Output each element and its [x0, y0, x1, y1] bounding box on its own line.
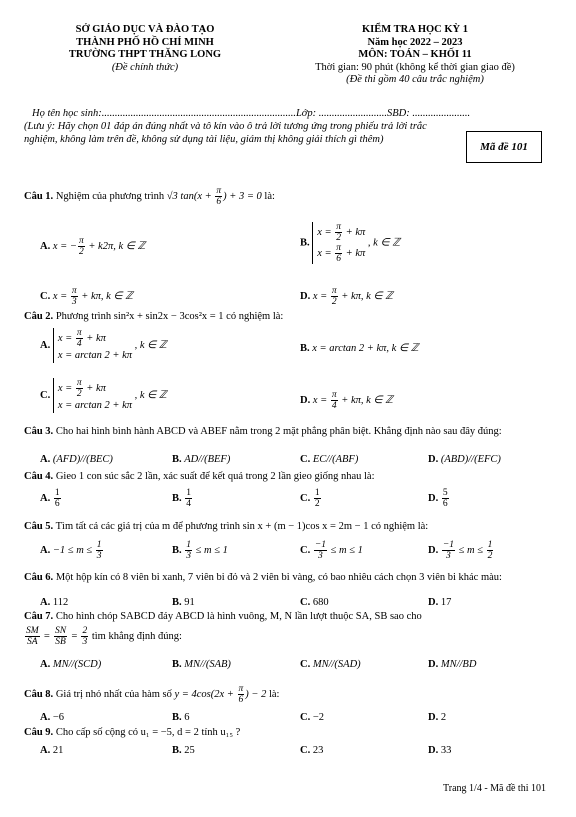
q7-option-c[interactable]: C. MN//(SAD) — [300, 659, 361, 670]
q8-option-b[interactable]: B. 6 — [172, 712, 190, 723]
q7-option-a[interactable]: A. MN//(SCD) — [40, 659, 102, 670]
student-info-line: Họ tên học sinh:..........................................................................Lớp: ..........................SBD: ...................... — [32, 108, 471, 119]
q5-option-d[interactable]: D. $\frac{-1}{3}$ ≤ m ≤ $\frac{1}{2}$ — [428, 540, 493, 561]
q6-option-d[interactable]: D. 17 — [428, 597, 452, 608]
school-header — [20, 24, 270, 74]
question-2: Câu 2. Phương trình sin²x + sin2x − 3cos²x = 1 có nghiệm là: — [24, 311, 284, 322]
question-4: Câu 4. Gieo 1 con súc sắc 2 lần, xác suất để kết quả trong 2 lần gieo giống nhau là: — [24, 471, 375, 482]
school-year: Năm học 2022 – 2023 — [367, 36, 463, 48]
question-7: Câu 7. Cho hình chóp SABCD đáy ABCD là hình vuông, M, N lần lượt thuộc SA, SB sao cho — [24, 611, 422, 622]
question-6: Câu 6. Một hộp kín có 8 viên bi xanh, 7 viên bi đỏ và 2 viên bi vàng, có bao nhiêu cách chọn 3 viên bi khác màu: — [24, 572, 502, 583]
q8-option-a[interactable]: A. −6 — [40, 712, 65, 723]
question-1: Câu 1. Nghiệm của phương trình √3 tan(x + $\frac{\pi}{6}$ ) + 3 = 0 là: — [24, 186, 275, 207]
q4-option-b[interactable]: B. $\frac{1}{4}$ — [172, 488, 192, 509]
q7-condition: $\frac{SM}{SA}$ = $\frac{SN}{SB}$ = $\frac{2}{3}$ tìm khẳng định đúng: — [26, 626, 182, 647]
q8-option-d[interactable]: D. 2 — [428, 712, 447, 723]
q6-option-a[interactable]: A. 112 — [40, 597, 69, 608]
school-name: TRƯỜNG THPT THĂNG LONG — [68, 49, 222, 60]
q4-option-a[interactable]: A. $\frac{1}{6}$ — [40, 488, 60, 509]
q9-option-d[interactable]: D. 33 — [428, 745, 452, 756]
q9-option-c[interactable]: C. 23 — [300, 745, 324, 756]
q7-option-b[interactable]: B. MN//(SAB) — [172, 659, 231, 670]
q4-option-d[interactable]: D. $\frac{5}{6}$ — [428, 488, 448, 509]
q6-option-b[interactable]: B. 91 — [172, 597, 195, 608]
q8-option-c[interactable]: C. −2 — [300, 712, 325, 723]
q6-option-c[interactable]: C. 680 — [300, 597, 329, 608]
q1-option-a[interactable]: A. x = − $\frac{\pi}{2}$ + k2π, k ∈ ℤ — [40, 236, 146, 257]
question-8: Câu 8. Giá trị nhỏ nhất của hàm số y = 4cos(2x + $\frac{\pi}{6}$ ) − 2 là: — [24, 684, 280, 705]
question-3: Câu 3. Cho hai hình bình hành ABCD và ABEF nằm trong 2 mặt phẳng phân biệt. Khẳng định nào sau đây đúng: — [24, 426, 502, 437]
exam-header — [270, 24, 560, 87]
exam-title: KIỂM TRA HỌC KỲ 1 — [362, 24, 468, 35]
q4-option-c[interactable]: C. $\frac{1}{2}$ — [300, 488, 320, 509]
q3-option-c[interactable]: C. EC//(ABF) — [300, 454, 359, 465]
q7-option-d[interactable]: D. MN//BD — [428, 659, 477, 670]
q5-option-b[interactable]: B. $\frac{1}{3}$ ≤ m ≤ 1 — [172, 540, 228, 561]
q3-option-d[interactable]: D. (ABD)//(EFC) — [428, 454, 501, 465]
q2-option-a[interactable]: A. x = $\frac{\pi}{4}$ + kπ x = arctan 2 + kπ , k ∈ ℤ — [40, 328, 167, 361]
duration: Thời gian: 90 phút (không kể thời gian giao đề) — [315, 61, 515, 73]
instructions-note: (Lưu ý: Hãy chọn 01 đáp án đúng nhất và tô kín vào ô trả lời tương ứng trong phiếu trả lời trắc nghiệm, không làm trên đề, không sử dụng tài liệu, giám thị không giải thích gì thêm) — [24, 121, 427, 145]
q9-option-b[interactable]: B. 25 — [172, 745, 195, 756]
official-label: (Đề chính thức) — [111, 61, 179, 73]
question-9: Câu 9. Cho cấp số cộng có u₁ = −5, d = 2 tính u₁₅ ? — [24, 727, 241, 738]
q1-option-d[interactable]: D. x = $\frac{\pi}{2}$ + kπ, k ∈ ℤ — [300, 286, 393, 307]
subject: MÔN: TOÁN – KHỐI 11 — [358, 49, 472, 60]
q9-option-a[interactable]: A. 21 — [40, 745, 64, 756]
department: SỞ GIÁO DỤC VÀ ĐÀO TẠO — [75, 24, 215, 35]
q1-option-c[interactable]: C. x = $\frac{\pi}{3}$ + kπ, k ∈ ℤ — [40, 286, 133, 307]
q5-option-a[interactable]: A. −1 ≤ m ≤ $\frac{1}{3}$ — [40, 540, 102, 561]
q3-option-a[interactable]: A. (AFD)//(BEC) — [40, 454, 113, 465]
question-5: Câu 5. Tìm tất cả các giá trị của m để phương trình sin x + (m − 1)cos x = 2m − 1 có nghiệm là: — [24, 521, 429, 532]
q3-option-b[interactable]: B. AD//(BEF) — [172, 454, 231, 465]
page-footer: Trang 1/4 - Mã đề thi 101 — [443, 783, 546, 794]
city: THÀNH PHỐ HỒ CHÍ MINH — [76, 36, 214, 48]
q1-option-b[interactable]: B. x = $\frac{\pi}{2}$ + kπ x = $\frac{\pi}{6}$ + kπ , k ∈ ℤ — [300, 222, 401, 264]
q2-option-c[interactable]: C. x = $\frac{\pi}{2}$ + kπ x = arctan 2 + kπ , k ∈ ℤ — [40, 378, 167, 411]
question-count: (Đề thi gồm 40 câu trắc nghiệm) — [346, 74, 484, 85]
q5-option-c[interactable]: C. $\frac{-1}{3}$ ≤ m ≤ 1 — [300, 540, 363, 561]
exam-code-box: Mã đề 101 — [466, 131, 542, 163]
q2-option-b[interactable]: B. x = arctan 2 + kπ, k ∈ ℤ — [300, 343, 419, 354]
q2-option-d[interactable]: D. x = $\frac{\pi}{4}$ + kπ, k ∈ ℤ — [300, 390, 393, 411]
